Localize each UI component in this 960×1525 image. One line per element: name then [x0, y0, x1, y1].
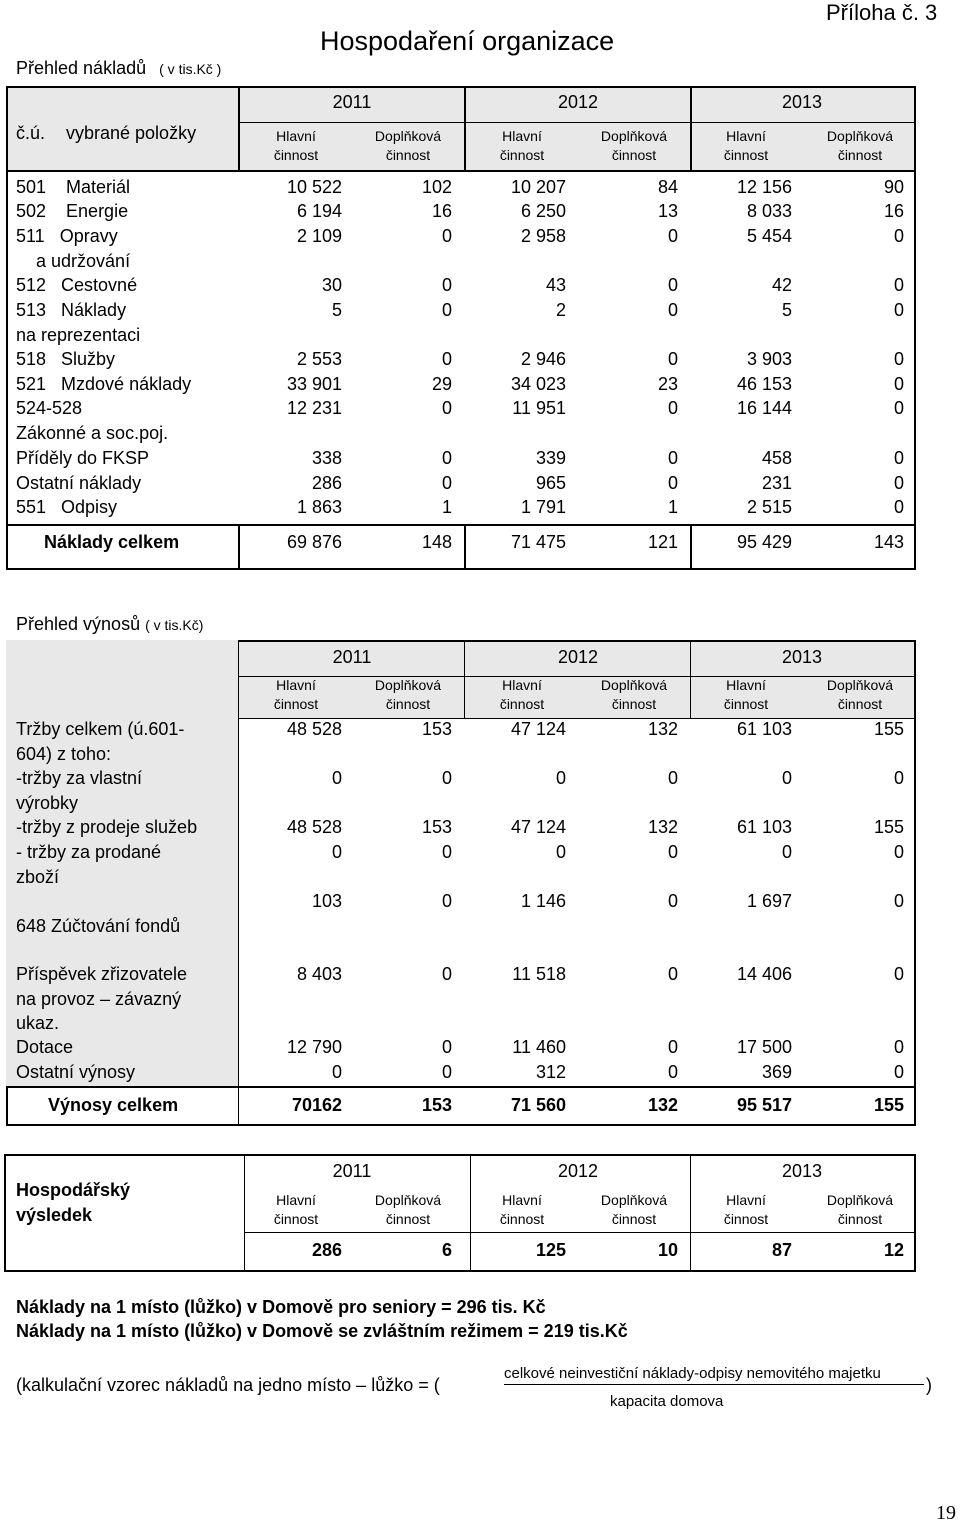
costs-total-value-4: 95 429 — [736, 532, 792, 552]
revenue-row-5-label-line2: na provoz – závazný — [16, 988, 182, 1009]
revenue-row-2-value-5: 155 — [873, 817, 904, 837]
revenue-row-4-value-5: 0 — [893, 891, 904, 911]
revenue-row-2-value-3: 132 — [647, 817, 678, 837]
costs-row-9-value-1: 0 — [441, 473, 452, 493]
revenue-row-6-value-0: 12 790 — [286, 1037, 342, 1057]
costs-row-4-value-1: 0 — [441, 300, 452, 320]
revenue-row-6-label-line1: Dotace — [16, 1037, 74, 1057]
costs-row-10-value-4: 2 515 — [746, 497, 792, 517]
revenue-total-value-0: 70162 — [291, 1095, 342, 1115]
costs-row-1-value-3: 13 — [657, 201, 678, 221]
costs-row-10-label-line1: 551 Odpisy — [16, 497, 118, 517]
result-label-line1: Hospodářský — [16, 1180, 131, 1200]
revenue-row-5-label-line3: ukaz. — [16, 1013, 60, 1033]
costs-vline-1 — [238, 86, 240, 170]
formula-prefix: (kalkulační vzorec nákladů na jedno místo – lůžko = ( — [16, 1375, 440, 1395]
revenue-row-5-value-5: 0 — [893, 964, 904, 984]
costs-row-7-value-3: 0 — [667, 398, 678, 418]
revenue-row-5-value-0: 8 403 — [296, 964, 342, 984]
revenue-total-value-3: 132 — [647, 1095, 678, 1115]
costs-row-5-label-line1: 518 Služby — [16, 349, 116, 369]
costs-row-6-value-1: 29 — [431, 374, 452, 394]
revenue-row-6-value-3: 0 — [667, 1037, 678, 1057]
costs-row-5-value-4: 3 903 — [746, 349, 792, 369]
result-year-2012: 2012 — [557, 1161, 599, 1181]
revenue-total-label: Výnosy celkem — [48, 1095, 179, 1115]
costs-row-6-value-0: 33 901 — [286, 374, 342, 394]
revenue-row-5-label-line1: Příspěvek zřizovatele — [16, 964, 188, 984]
revenue-row-4-value-0: 103 — [311, 891, 342, 911]
costs-row-8-value-2: 339 — [535, 448, 566, 468]
costs-year-2011: 2011 — [332, 92, 372, 112]
costs-row-5-value-1: 0 — [441, 349, 452, 369]
costs-row-10-value-3: 1 — [667, 497, 678, 517]
costs-row-5-value-3: 0 — [667, 349, 678, 369]
revenue-row-5-value-2: 11 518 — [512, 964, 566, 984]
costs-year-divider — [238, 122, 916, 123]
attachment-label: Příloha č. 3 — [826, 0, 938, 25]
costs-row-8-label-line1: Příděly do FKSP — [16, 448, 150, 468]
costs-row-4-value-5: 0 — [893, 300, 904, 320]
revenue-row-4-value-1: 0 — [441, 891, 452, 911]
result-sub-1-line1: Doplňková — [374, 1192, 442, 1208]
col-account: č.ú. — [16, 123, 46, 143]
revenue-row-3-value-4: 0 — [781, 842, 792, 862]
costs-sub-1-line1: Doplňková — [374, 128, 442, 144]
costs-sub-2-line2: činnost — [499, 147, 545, 163]
revenue-year-divider — [238, 676, 916, 677]
result-value-5: 12 — [883, 1240, 904, 1260]
costs-row-0-value-0: 10 522 — [286, 177, 342, 197]
revenue-row-3-value-5: 0 — [893, 842, 904, 862]
result-year-2013: 2013 — [781, 1161, 823, 1181]
revenue-row-6-value-4: 17 500 — [736, 1037, 792, 1057]
revenue-row-1-value-0: 0 — [331, 768, 342, 788]
result-value-4: 87 — [771, 1240, 792, 1260]
revenue-sub-0-line2: činnost — [273, 696, 319, 712]
costs-row-8-value-4: 458 — [761, 448, 792, 468]
main-title: Hospodaření organizace — [320, 26, 615, 56]
result-divider — [244, 1232, 916, 1233]
costs-vline-3 — [690, 86, 692, 170]
revenue-row-5-value-1: 0 — [441, 964, 452, 984]
costs-row-4-label-line2: na reprezentaci — [16, 324, 141, 345]
revenue-row-7-value-1: 0 — [441, 1062, 452, 1082]
result-sub-3-line1: Doplňková — [600, 1192, 668, 1208]
revenue-total-value-1: 153 — [421, 1095, 452, 1115]
costs-total-value-1: 148 — [421, 532, 452, 552]
formula-suffix: ) — [926, 1375, 932, 1395]
revenue-row-6-value-5: 0 — [893, 1037, 904, 1057]
revenue-row-7-value-4: 369 — [761, 1062, 792, 1082]
costs-year-2012: 2012 — [557, 92, 599, 112]
col-items: vybrané položky — [66, 123, 197, 143]
costs-row-7-value-1: 0 — [441, 398, 452, 418]
revenue-row-1-label-line2: výrobky — [16, 792, 79, 813]
revenue-row-1-value-4: 0 — [781, 768, 792, 788]
costs-row-7-value-5: 0 — [893, 398, 904, 418]
result-sub-3 — [584, 1191, 684, 1229]
revenue-year-2011: 2011 — [332, 647, 372, 667]
costs-total-divider — [6, 524, 916, 526]
revenue-row-7-value-3: 0 — [667, 1062, 678, 1082]
costs-row-9-value-3: 0 — [667, 473, 678, 493]
costs-row-3-value-1: 0 — [441, 275, 452, 295]
costs-row-0-value-4: 12 156 — [736, 177, 792, 197]
costs-header-divider — [6, 170, 916, 172]
costs-row-5-value-2: 2 946 — [520, 349, 566, 369]
revenue-row-1-label-line1: -tržby za vlastní — [16, 768, 143, 788]
result-sub-5-line2: činnost — [837, 1211, 883, 1227]
costs-row-6-value-5: 0 — [893, 374, 904, 394]
revenue-sub-4-line2: činnost — [723, 696, 769, 712]
revenue-row-0-label-line1: Tržby celkem (ú.601- — [16, 719, 185, 739]
costs-vline-2 — [464, 86, 466, 170]
revenue-title — [16, 614, 203, 635]
costs-row-1-value-2: 6 250 — [520, 201, 566, 221]
note-special: Náklady na 1 místo (lůžko) v Domově se zvláštním režimem = 219 tis.Kč — [16, 1321, 628, 1341]
costs-row-3-value-4: 42 — [771, 275, 792, 295]
revenue-sub-2-line2: činnost — [499, 696, 545, 712]
revenue-title-text: Přehled výnosů — [16, 614, 141, 634]
result-value-3: 10 — [657, 1240, 678, 1260]
costs-row-9-value-4: 231 — [761, 473, 792, 493]
costs-sub-1-line2: činnost — [385, 147, 431, 163]
revenue-sub-5-line2: činnost — [837, 696, 883, 712]
revenue-row-3-value-3: 0 — [667, 842, 678, 862]
revenue-row-3-value-1: 0 — [441, 842, 452, 862]
costs-row-3-label-line1: 512 Cestovné — [16, 275, 138, 295]
costs-row-0-label-line1: 501 Materiál — [16, 177, 131, 197]
revenue-row-7-value-2: 312 — [535, 1062, 566, 1082]
costs-row-2-value-4: 5 454 — [746, 226, 792, 246]
revenue-sub-3-line1: Doplňková — [600, 677, 668, 693]
result-sub-3-line2: činnost — [611, 1211, 657, 1227]
costs-row-7-value-0: 12 231 — [286, 398, 342, 418]
revenue-row-4-value-4: 1 697 — [746, 891, 792, 911]
costs-sub-3-line1: Doplňková — [600, 128, 668, 144]
result-sub-4 — [696, 1191, 796, 1229]
costs-sub-0-line1: Hlavní — [276, 128, 316, 144]
revenue-row-4-label-line2: 648 Zúčtování fondů — [16, 915, 181, 936]
revenue-year-2012: 2012 — [557, 647, 599, 667]
costs-row-10-value-0: 1 863 — [296, 497, 342, 517]
revenue-row-7-value-0: 0 — [331, 1062, 342, 1082]
formula-denominator: kapacita domova — [610, 1393, 724, 1410]
revenue-row-6-value-1: 0 — [441, 1037, 452, 1057]
revenue-row-0-value-1: 153 — [421, 719, 452, 739]
revenue-sub-4-line1: Hlavní — [726, 677, 766, 693]
costs-row-10-value-2: 1 791 — [520, 497, 566, 517]
costs-row-2-value-0: 2 109 — [296, 226, 342, 246]
revenue-row-1-value-5: 0 — [893, 768, 904, 788]
revenue-row-7-label-line1: Ostatní výnosy — [16, 1062, 136, 1082]
result-value-0: 286 — [311, 1240, 342, 1260]
costs-row-2-label-line2: a udržování — [16, 250, 131, 271]
costs-sub-4-line1: Hlavní — [726, 128, 766, 144]
costs-title-text: Přehled nákladů — [16, 58, 147, 78]
revenue-sub-1-line1: Doplňková — [374, 677, 442, 693]
costs-title — [16, 58, 221, 79]
revenue-sub-2-line1: Hlavní — [502, 677, 542, 693]
revenue-row-5-value-4: 14 406 — [736, 964, 792, 984]
revenue-row-2-label-line1: -tržby z prodeje služeb — [16, 817, 198, 837]
costs-row-9-value-5: 0 — [893, 473, 904, 493]
revenue-sub-0-line1: Hlavní — [276, 677, 316, 693]
costs-row-1-label-line1: 502 Energie — [16, 201, 129, 221]
costs-row-6-value-4: 46 153 — [736, 374, 792, 394]
revenue-row-2-value-4: 61 103 — [736, 817, 792, 837]
costs-row-0-value-3: 84 — [657, 177, 678, 197]
costs-row-4-value-3: 0 — [667, 300, 678, 320]
revenue-row-0-value-4: 61 103 — [736, 719, 792, 739]
costs-sub-0-line2: činnost — [273, 147, 319, 163]
revenue-row-3-value-0: 0 — [331, 842, 342, 862]
revenue-row-0-value-2: 47 124 — [510, 719, 566, 739]
costs-row-4-label-line1: 513 Náklady — [16, 300, 127, 320]
costs-row-2-value-3: 0 — [667, 226, 678, 246]
costs-row-7-value-2: 11 951 — [512, 398, 566, 418]
costs-row-8-value-3: 0 — [667, 448, 678, 468]
revenue-sub-5-line1: Doplňková — [826, 677, 894, 693]
result-year-2011: 2011 — [332, 1161, 372, 1181]
costs-row-1-value-1: 16 — [431, 201, 452, 221]
revenue-row-0-label-line2: 604) z toho: — [16, 743, 112, 764]
result-value-2: 125 — [535, 1240, 566, 1260]
revenue-row-1-value-3: 0 — [667, 768, 678, 788]
costs-row-8-value-0: 338 — [311, 448, 342, 468]
costs-row-10-value-5: 0 — [893, 497, 904, 517]
costs-total-value-5: 143 — [873, 532, 904, 552]
revenue-total-value-5: 155 — [873, 1095, 904, 1115]
revenue-row-0-value-5: 155 — [873, 719, 904, 739]
revenue-row-4-value-3: 0 — [667, 891, 678, 911]
costs-row-4-value-0: 5 — [331, 300, 342, 320]
costs-row-4-value-2: 2 — [555, 300, 566, 320]
costs-sub-5-line2: činnost — [837, 147, 883, 163]
revenue-row-1-value-2: 0 — [555, 768, 566, 788]
costs-total-value-2: 71 475 — [510, 532, 566, 552]
revenue-row-5-value-3: 0 — [667, 964, 678, 984]
costs-sub-3-line2: činnost — [611, 147, 657, 163]
formula-numerator: celkové neinvestiční náklady-odpisy nemovitého majetku — [504, 1365, 881, 1382]
revenue-row-4-value-2: 1 146 — [520, 891, 566, 911]
result-sub-5-line1: Doplňková — [826, 1192, 894, 1208]
costs-row-2-label-line1: 511 Opravy — [16, 226, 118, 246]
costs-row-7-label-line1: 524-528 — [16, 398, 83, 418]
revenue-vline-2 — [690, 640, 691, 718]
result-sub-1-line2: činnost — [385, 1211, 431, 1227]
costs-row-3-value-3: 0 — [667, 275, 678, 295]
result-sub-2 — [472, 1191, 572, 1229]
costs-row-2-value-1: 0 — [441, 226, 452, 246]
costs-title-unit: ( v tis.Kč ) — [159, 61, 222, 77]
costs-row-6-value-3: 23 — [657, 374, 678, 394]
costs-row-1-value-0: 6 194 — [296, 201, 342, 221]
costs-row-5-value-5: 0 — [893, 349, 904, 369]
page-number: 19 — [936, 1502, 956, 1524]
formula-fraction-line — [504, 1384, 924, 1385]
costs-row-7-label-line2: Zákonné a soc.poj. — [16, 422, 169, 443]
costs-row-9-value-2: 965 — [535, 473, 566, 493]
result-label-line2: výsledek — [16, 1205, 93, 1225]
revenue-total-value-4: 95 517 — [736, 1095, 792, 1115]
costs-sub-4-line2: činnost — [723, 147, 769, 163]
costs-total-label: Náklady celkem — [44, 532, 180, 552]
costs-row-2-value-2: 2 958 — [520, 226, 566, 246]
result-sub-0-line2: činnost — [273, 1211, 319, 1227]
costs-row-3-value-2: 43 — [545, 275, 566, 295]
note-seniors: Náklady na 1 místo (lůžko) v Domově pro seniory = 296 tis. Kč — [16, 1297, 546, 1317]
result-sub-2-line2: činnost — [499, 1211, 545, 1227]
revenue-sub-3-line2: činnost — [611, 696, 657, 712]
costs-sub-2-line1: Hlavní — [502, 128, 542, 144]
costs-row-3-value-5: 0 — [893, 275, 904, 295]
costs-row-0-value-5: 90 — [883, 177, 904, 197]
result-label — [16, 1178, 130, 1228]
revenue-row-0-value-3: 132 — [647, 719, 678, 739]
result-sub-1 — [358, 1191, 458, 1229]
costs-row-8-value-5: 0 — [893, 448, 904, 468]
revenue-row-2-value-0: 48 528 — [286, 817, 342, 837]
revenue-row-2-value-1: 153 — [421, 817, 452, 837]
revenue-row-1-value-1: 0 — [441, 768, 452, 788]
revenue-row-3-label-line2: zboží — [16, 866, 60, 887]
costs-sub-5-line1: Doplňková — [826, 128, 894, 144]
costs-total-value-0: 69 876 — [286, 532, 342, 552]
costs-row-5-value-0: 2 553 — [296, 349, 342, 369]
result-sub-0 — [246, 1191, 346, 1229]
result-sub-4-line2: činnost — [723, 1211, 769, 1227]
costs-row-1-value-5: 16 — [883, 201, 904, 221]
costs-total-value-3: 121 — [647, 532, 678, 552]
result-sub-5 — [810, 1191, 910, 1229]
costs-row-9-value-0: 286 — [311, 473, 342, 493]
revenue-row-3-label-line1: - tržby za prodané — [16, 842, 162, 862]
revenue-sub-1-line2: činnost — [385, 696, 431, 712]
costs-row-9-label-line1: Ostatní náklady — [16, 473, 142, 493]
costs-row-6-label-line1: 521 Mzdové náklady — [16, 374, 192, 394]
costs-row-10-value-1: 1 — [441, 497, 452, 517]
costs-year-2013: 2013 — [781, 92, 823, 112]
result-sub-2-line1: Hlavní — [502, 1192, 542, 1208]
costs-row-3-value-0: 30 — [321, 275, 342, 295]
costs-row-8-value-1: 0 — [441, 448, 452, 468]
revenue-title-unit: ( v tis.Kč) — [145, 617, 204, 633]
costs-row-2-value-5: 0 — [893, 226, 904, 246]
result-sub-0-line1: Hlavní — [276, 1192, 316, 1208]
revenue-total-value-2: 71 560 — [510, 1095, 566, 1115]
costs-row-4-value-4: 5 — [781, 300, 792, 320]
revenue-row-6-value-2: 11 460 — [512, 1037, 566, 1057]
revenue-year-2013: 2013 — [781, 647, 823, 667]
revenue-row-3-value-2: 0 — [555, 842, 566, 862]
revenue-row-0-value-0: 48 528 — [286, 719, 342, 739]
result-sub-4-line1: Hlavní — [726, 1192, 766, 1208]
costs-row-7-value-4: 16 144 — [736, 398, 792, 418]
revenue-row-7-value-5: 0 — [893, 1062, 904, 1082]
result-value-1: 6 — [441, 1240, 452, 1260]
costs-row-0-value-2: 10 207 — [510, 177, 566, 197]
costs-row-0-value-1: 102 — [421, 177, 452, 197]
revenue-vline-1 — [464, 640, 465, 718]
costs-row-6-value-2: 34 023 — [510, 374, 566, 394]
costs-row-1-value-4: 8 033 — [746, 201, 792, 221]
revenue-row-2-value-2: 47 124 — [510, 817, 566, 837]
